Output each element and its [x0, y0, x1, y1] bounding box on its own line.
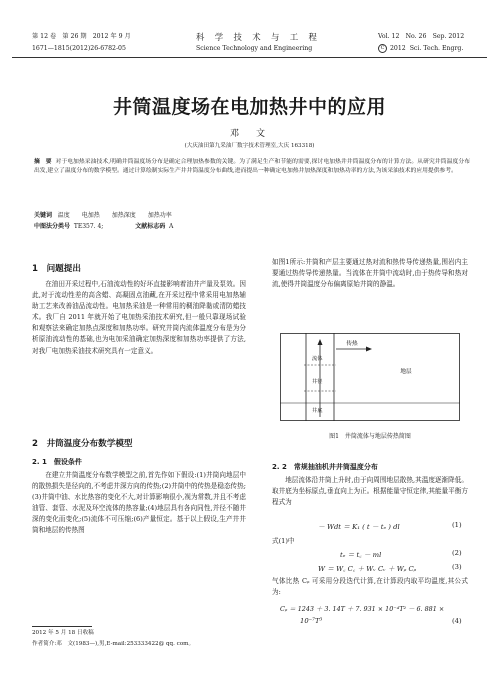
received-date: 2012 年 5 月 18 日收稿: [32, 630, 94, 636]
figure-intro-paragraph: 如图1所示:井筒和产层主要通过热对流和热传导传递热量,围岩内主要通过热传导传递热量。当流体在井筒中流动时,由于热传导和热对流,使得井筒温度分布偏离原始井筒的静温。: [272, 258, 468, 289]
keywords-line: [34, 212, 172, 220]
doc-code-label: 文献标志码: [135, 223, 166, 230]
doc-code-value: A: [169, 223, 174, 230]
abstract-label: 摘 要: [34, 159, 52, 165]
article-title: 井筒温度场在电加热井中的应用: [112, 96, 386, 118]
equation-3-number: (3): [452, 563, 462, 571]
copyright-year: 2012: [390, 45, 406, 52]
section-2-2-paragraph: 地层流体沿井筒上升时,由于向周围地层散热,其温度逐渐降低。取井底为坐标原点,垂直向上为正。根据能量守恒定律,其能量平衡方程式为: [272, 476, 468, 507]
author-name: 邓 文: [229, 129, 269, 139]
volume-issue-cn: 第 12 卷 第 26 期 2012 年 9 月: [32, 33, 131, 40]
copyright-journal: Sci. Tech. Engrg.: [409, 45, 464, 52]
section-2-2-body: [272, 475, 468, 508]
label-heat: 传热: [346, 341, 358, 347]
volume-issue-en: Vol. 12 No. 26 Sep. 2012: [378, 33, 465, 40]
figure-intro: [272, 257, 468, 290]
journal-name-cn: 科 学 技 术 与 工 程: [196, 32, 318, 42]
section-2-1-heading: 2. 1 假设条件: [32, 458, 82, 466]
header-rule: [12, 57, 487, 58]
figure-frame: [281, 334, 460, 421]
label-layer: 地层: [400, 369, 412, 375]
equation-3: W ＝ W꜀ C꜀ ＋ Wᵥ Cᵥ ＋ Wᵨ Cᵨ: [318, 565, 417, 573]
clc-label: 中图法分类号: [34, 223, 71, 230]
section-2-1-paragraph: 在建立井筒温度分布数学模型之前,首先作如下假设:(1)井筒向地层中的散热损失是径向的,不考虑井深方向的传热;(2)井筒中的传热是稳态传热;(3)井筒中油、水比热容的变化不大,对计算影响很小,视为常数,并且不考虑油管、套管、水泥及环空流体的热容量;(4)地层具有各向同性,并径不随井深的变化而变化;(5)流体不可压缩;(6)产量恒定。基于以上假设,生产井井筒和地层的传热图: [32, 471, 246, 535]
abstract: [34, 158, 470, 176]
heat-arrowhead: [366, 347, 372, 352]
equation-2: tₑ ＝ t꜀ － ml: [340, 551, 382, 559]
figure-1-caption: 图1 井筒流体与地层传热简图: [329, 433, 411, 440]
author-bio: 作者简介:邓 文(1983—),男,E-mail:253333422@ qq. com。: [32, 641, 195, 647]
abstract-text: 对于电加热采油技术,明确井筒温度场分布是确定合理加热参数的关键。为了满足生产和节能的需要,探讨电加热井井筒温度分布的计算方法。从研究井筒温度分布出发,建立了温度分布的数学模型。通过计算绘制实际生产井井筒温度分布曲线,进而提出一种确定电加热井加热深度和加热功率的方法,为该采油技术的应用提供参考。: [34, 159, 471, 174]
section-2-2-heading: 2. 2 常规抽油机井井筒温度分布: [272, 463, 378, 471]
section-1-body: [32, 279, 246, 357]
equation-3-note: [272, 576, 468, 598]
equation-1: － Wdt ＝ K₁ ( t － tₑ ) dl: [318, 523, 400, 531]
footnote-rule: [32, 626, 92, 627]
figure-1-diagram: [280, 333, 460, 421]
clc-value: TE357. 4;: [73, 223, 104, 230]
copyright-icon: C: [378, 44, 387, 53]
gas-specific-heat-text: 气体比热 Cᵨ 可采用分段迭代计算,在计算段内取平均温度,其公式为:: [272, 577, 468, 597]
section-2-1-body: [32, 470, 246, 537]
flow-arrowhead: [318, 339, 323, 345]
equation-2-number: (2): [452, 549, 462, 557]
label-fluid: 流体: [312, 356, 323, 362]
equation-intro: 式(1)中: [272, 537, 295, 545]
section-2-heading: 2 井筒温度分布数学模型: [32, 439, 133, 449]
label-bottom: 井底: [312, 408, 323, 414]
journal-name-en: Science Technology and Engineering: [196, 45, 313, 52]
article-number: 1671—1815(2012)26-6782-05: [32, 45, 126, 52]
equation-4-line-2: 10⁻⁷T³: [300, 617, 323, 625]
section-1-paragraph: 在油田开采过程中,石油流动性的好坏直接影响着油井产量及泵效。因此,对于流动性差的高含蜡、高凝固点油藏,在开采过程中常采用电加热辅助工艺来改善油品流动性。电加热采油是一种常用的稠油降黏或清防蜡技术。我厂自 2011 年就开始了电加热采油技术研究,但一般只靠现场试验和观察法来确定加热点深度和加热功率。研究井筒内流体温度分布是为分析原油流动性的基础,也为电加采油确定加热深度和加热功率提供了方法,对我厂电加热采油技术研究具有一定意义。: [32, 280, 246, 355]
equation-4-number: (4): [452, 617, 462, 625]
equation-1-number: (1): [452, 521, 462, 529]
keywords-list: 温度 电加热 加热深度 加热功率: [57, 212, 172, 219]
section-1-heading: 1 问题提出: [32, 264, 81, 274]
equation-4-line-1: Cᵨ ＝ 1243 ＋ 3. 14T ＋ 7. 931 × 10⁻⁴T² － 6. 881 ×: [280, 605, 445, 613]
copyright-line: [378, 44, 463, 53]
label-wellbore: 井径: [312, 379, 323, 385]
author-affiliation: (大庆油田第九采油厂数字技术管理室,大庆 163318): [184, 143, 315, 149]
keywords-label: 关键词: [34, 212, 53, 219]
classification-line: [34, 223, 173, 231]
